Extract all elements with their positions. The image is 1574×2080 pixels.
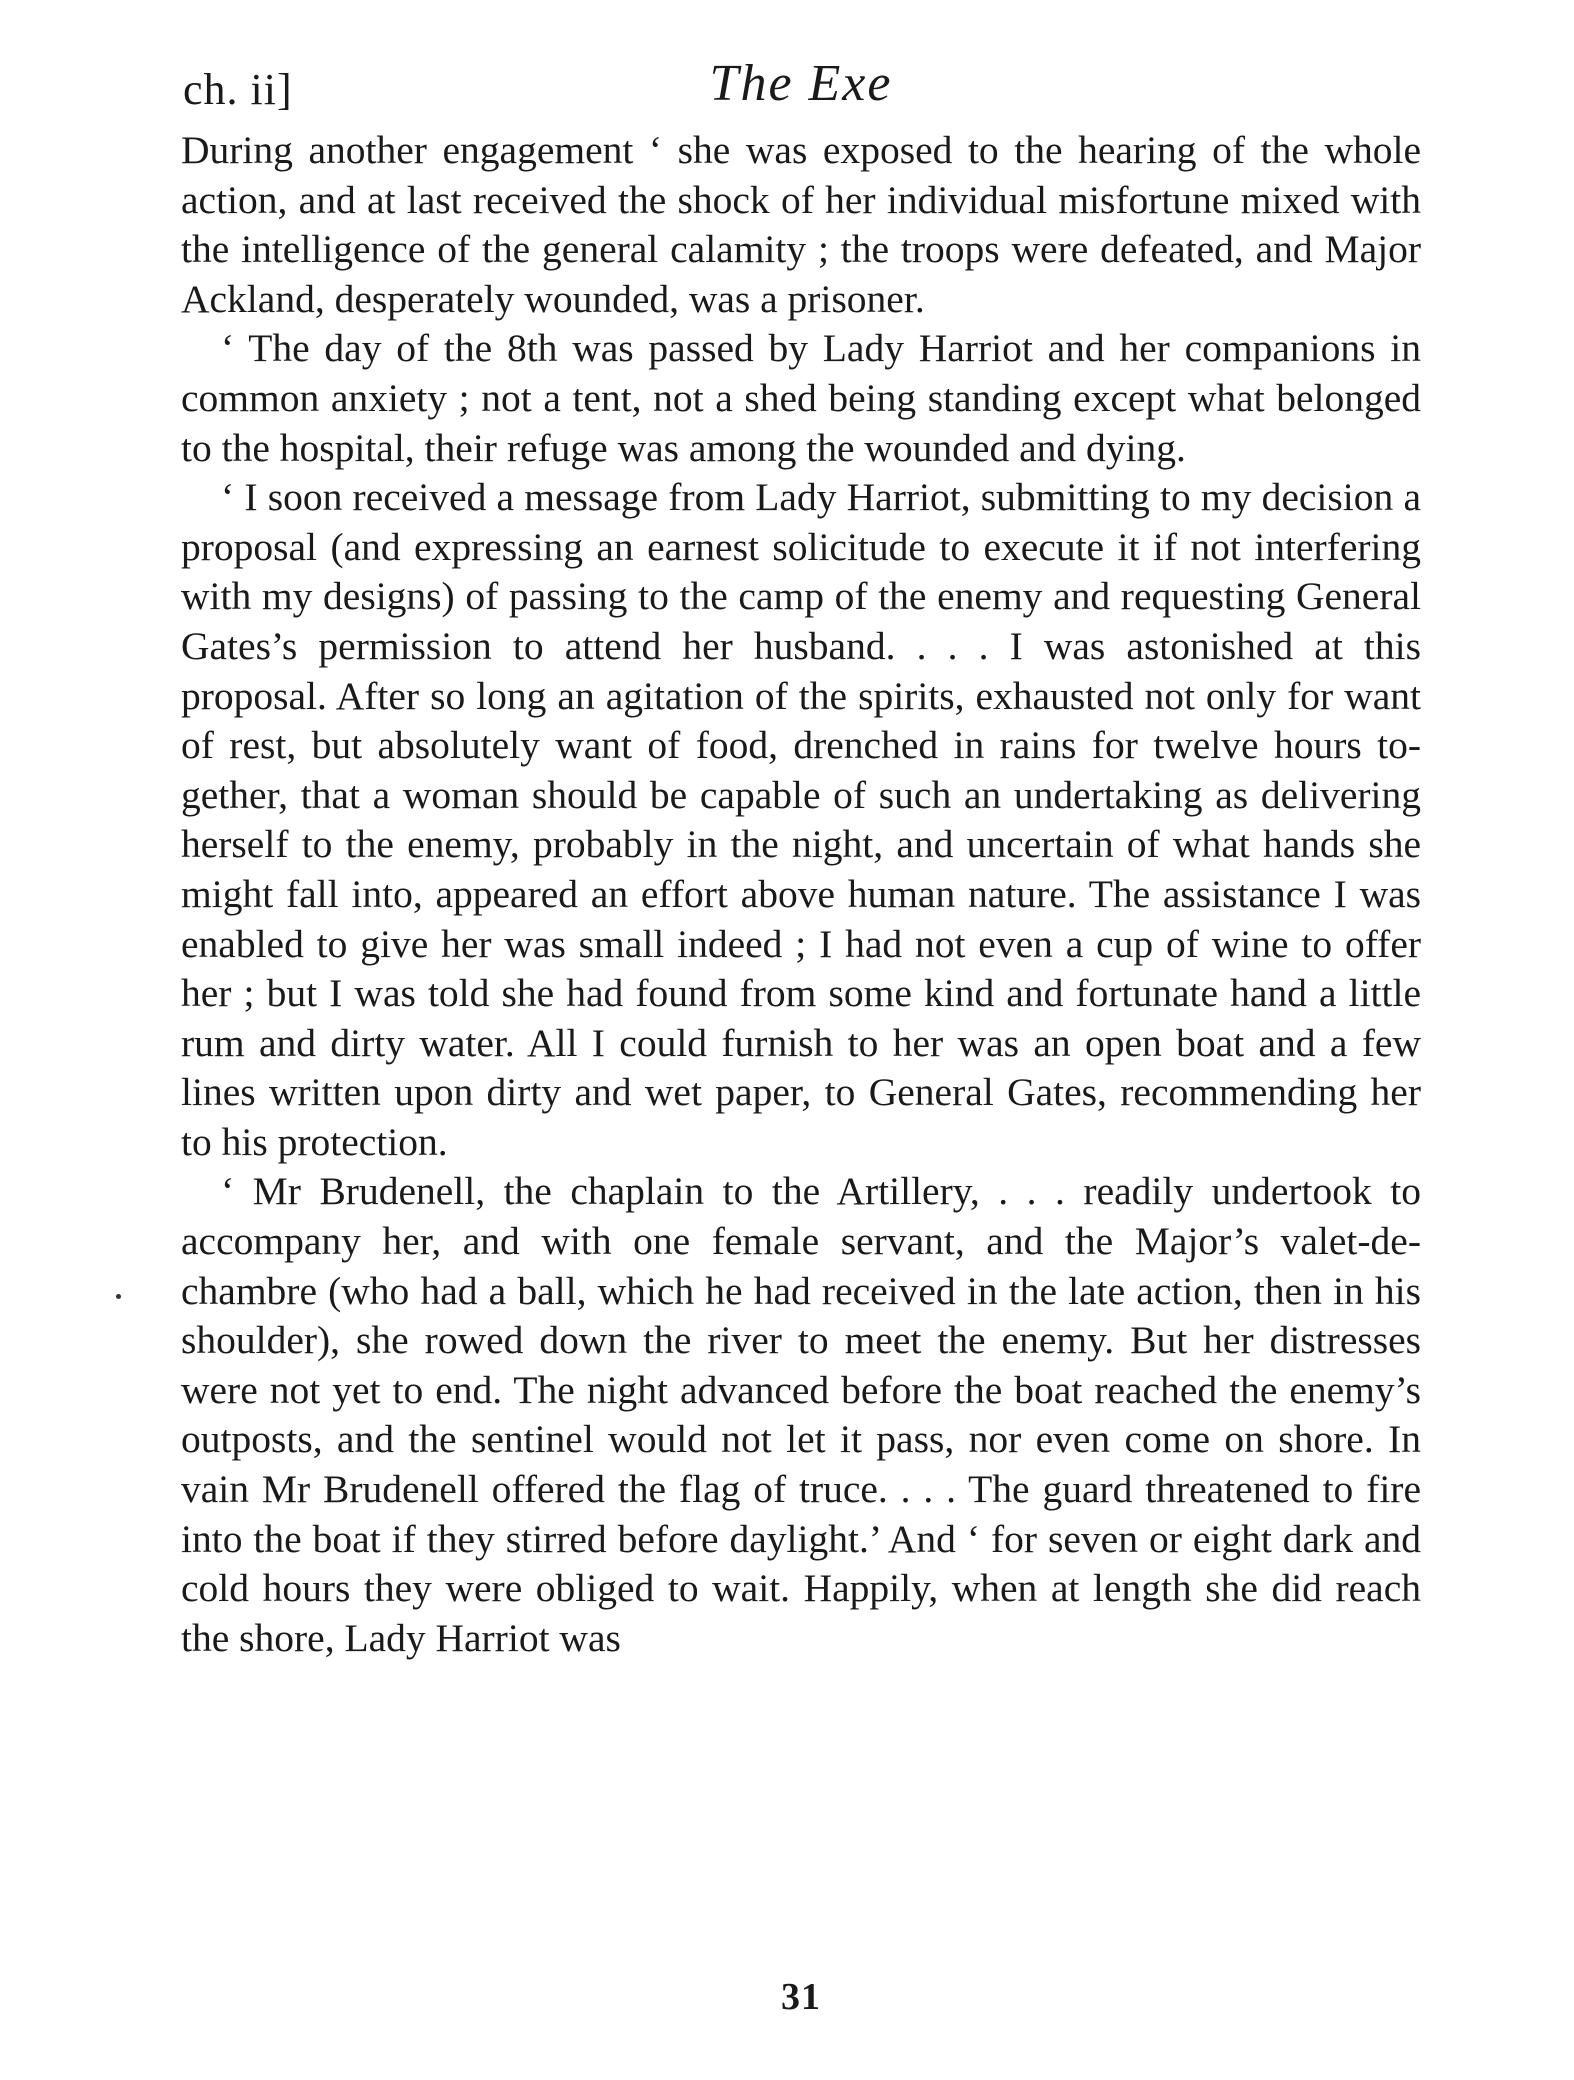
running-title: The Exe <box>709 55 893 112</box>
paragraph: ‘ The day of the 8th was passed by Lady Harriot and her companions in common anxiety ; not a tent, not a shed being standing except what belonged to the hospital, their refuge was among the wounded and dying. <box>181 326 1421 470</box>
body-text <box>181 126 1421 1663</box>
paragraph: ‘ I soon received a message from Lady Harriot, submitting to my decision a proposal (and expressing an earnest solicitude to execute it if not interfering with my designs) of passing to the camp of the enemy and requesting General Gates’s permission to attend her husband. . . . I was astonished at this proposal. After so long an agitation of the spirits, exhausted not only for want of rest, but absolutely want of food, drenched in rains for twelve hours together, that a woman should be capable of such an undertaking as delivering herself to the enemy, probably in the night, and uncertain of what hands she might fall into, appeared an effort above human nature. The assistance I was enabled to give her was small indeed ; I had not even a cup of wine to offer her ; but I was told she had found from some kind and fortunate hand a little rum and dirty water. All I could furnish to her was an open boat and a few lines written upon dirty and wet paper, to General Gates, recommending her to his protection. <box>181 475 1421 1164</box>
page-number: 31 <box>781 1976 821 2018</box>
paragraph: During another engagement ‘ she was exposed to the hearing of the whole action, and at last received the shock of her individual misfortune mixed with the intelligence of the general calamity ; the troops were defeated, and Major Ackland, desperately wounded, was a prisoner. <box>181 128 1421 321</box>
paragraph: ‘ Mr Brudenell, the chaplain to the Artillery, . . . readily undertook to accompany her, and with one female servant, and the Major’s valet-de-chambre (who had a ball, which he had received in the late action, then in his shoulder), she rowed down the river to meet the enemy. But her distresses were not yet to end. The night advanced before the boat reached the enemy’s outposts, and the sentinel would not let it pass, nor even come on shore. In vain Mr Brudenell offered the flag of truce. . . . The guard threatened to fire into the boat if they stirred before daylight.’ And ‘ for seven or eight dark and cold hours they were obliged to wait. Happily, when at length she did reach the shore, Lady Harriot was <box>181 1169 1421 1660</box>
ink-speck <box>116 1294 121 1299</box>
book-page <box>181 52 1421 2042</box>
running-head <box>181 52 1421 116</box>
chapter-reference: ch. ii] <box>183 65 293 114</box>
